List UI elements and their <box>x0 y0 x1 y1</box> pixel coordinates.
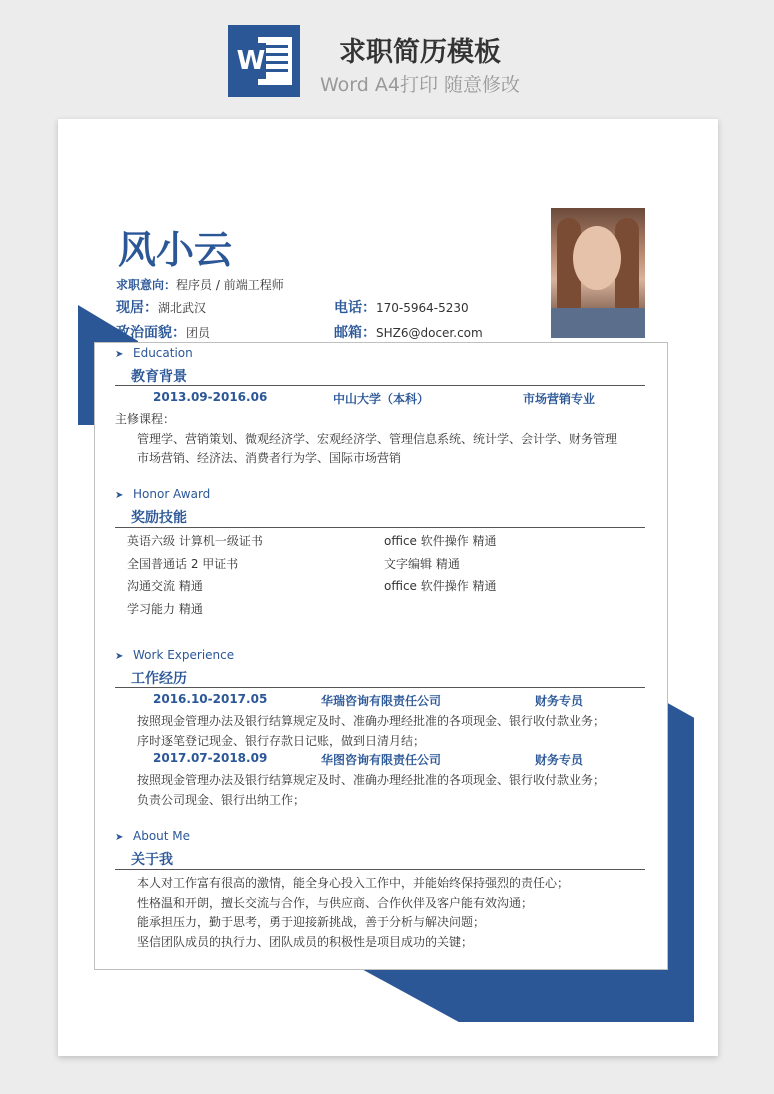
about-heading: 关于我 <box>131 852 173 868</box>
decor-shape-bottom <box>358 967 694 1022</box>
politics-label: 政治面貌： <box>116 325 186 341</box>
section-divider <box>115 687 645 688</box>
honor-item: 沟通交流 精通 <box>127 579 203 593</box>
template-title: 求职简历模板 <box>339 37 501 68</box>
courses-line: 管理学、营销策划、微观经济学、宏观经济学、管理信息系统、统计学、会计学、财务管理 <box>137 432 618 446</box>
page-header <box>0 0 774 110</box>
job-intent-value: 程序员 / 前端工程师 <box>176 278 284 292</box>
applicant-name: 风小云 <box>118 228 233 272</box>
honor-item: 学习能力 精通 <box>127 602 203 616</box>
job-duty: 按照现金管理办法及银行结算规定及时、准确办理经批准的各项现金、银行收付款业务； <box>137 773 606 787</box>
logo-letter: W <box>236 43 266 79</box>
profile-photo <box>551 208 645 338</box>
work-heading: 工作经历 <box>131 671 187 687</box>
education-heading-en: ➤ Education <box>115 346 193 360</box>
location-value: 湖北武汉 <box>158 301 207 315</box>
email-info <box>334 322 483 342</box>
job-role: 财务专员 <box>535 753 584 767</box>
section-divider <box>115 527 645 528</box>
word-logo-icon <box>228 25 300 97</box>
arrow-right-icon: ➤ <box>115 490 124 501</box>
honor-item: 英语六级 计算机一级证书 <box>127 534 263 548</box>
location-label: 现居： <box>116 300 158 316</box>
job-role: 财务专员 <box>535 694 584 708</box>
job-company: 华图咨询有限责任公司 <box>321 753 442 767</box>
phone-info <box>334 297 469 317</box>
about-line: 能承担压力，勤于思考，勇于迎接新挑战，善于分析与解决问题； <box>137 915 486 929</box>
template-subtitle: Word A4打印 随意修改 <box>320 74 521 96</box>
job-intent-label: 求职意向： <box>116 278 177 292</box>
location-info <box>116 297 206 317</box>
phone-value: 170-5964-5230 <box>376 301 469 315</box>
about-line: 性格温和开朗，擅长交流与合作，与供应商、合作伙伴及客户能有效沟通； <box>137 896 534 910</box>
arrow-right-icon: ➤ <box>115 651 124 662</box>
honor-item: 全国普通话 2 甲证书 <box>127 557 239 571</box>
work-heading-en: ➤ Work Experience <box>115 648 235 662</box>
job-duty: 序时逐笔登记现金、银行存款日记账，做到日清月结； <box>137 734 426 748</box>
politics-info <box>116 322 210 342</box>
honor-item: office 软件操作 精通 <box>384 534 497 548</box>
honor-heading-en: ➤ Honor Award <box>115 487 211 501</box>
resume-page <box>58 119 718 1056</box>
honor-item: office 软件操作 精通 <box>384 579 497 593</box>
about-heading-en: ➤ About Me <box>115 829 191 843</box>
honor-item: 文字编辑 精通 <box>384 557 460 571</box>
politics-value: 团员 <box>186 326 211 340</box>
education-school: 中山大学（本科） <box>333 392 430 406</box>
email-label: 邮箱： <box>334 325 376 341</box>
resume-content <box>94 342 668 970</box>
arrow-right-icon: ➤ <box>115 349 124 360</box>
education-major: 市场营销专业 <box>523 392 596 406</box>
phone-label: 电话： <box>334 300 376 316</box>
section-divider <box>115 869 645 870</box>
about-line: 本人对工作富有很高的激情，能全身心投入工作中，并能始终保持强烈的责任心； <box>137 876 570 890</box>
courses-line: 市场营销、经济法、消费者行为学、国际市场营销 <box>137 451 402 465</box>
education-date: 2013.09-2016.06 <box>153 390 268 404</box>
honor-heading: 奖励技能 <box>131 510 187 526</box>
courses-label: 主修课程： <box>115 412 176 426</box>
job-duty: 负责公司现金、银行出纳工作； <box>137 793 306 807</box>
job-date: 2017.07-2018.09 <box>153 751 268 765</box>
job-duty: 按照现金管理办法及银行结算规定及时、准确办理经批准的各项现金、银行收付款业务； <box>137 714 606 728</box>
job-date: 2016.10-2017.05 <box>153 692 268 706</box>
about-line: 坚信团队成员的执行力、团队成员的积极性是项目成功的关键； <box>137 935 474 949</box>
job-company: 华瑞咨询有限责任公司 <box>321 694 442 708</box>
section-divider <box>115 385 645 386</box>
arrow-right-icon: ➤ <box>115 832 124 843</box>
job-intent <box>116 276 284 293</box>
email-value: SHZ6@docer.com <box>376 326 483 340</box>
education-heading: 教育背景 <box>131 369 187 385</box>
